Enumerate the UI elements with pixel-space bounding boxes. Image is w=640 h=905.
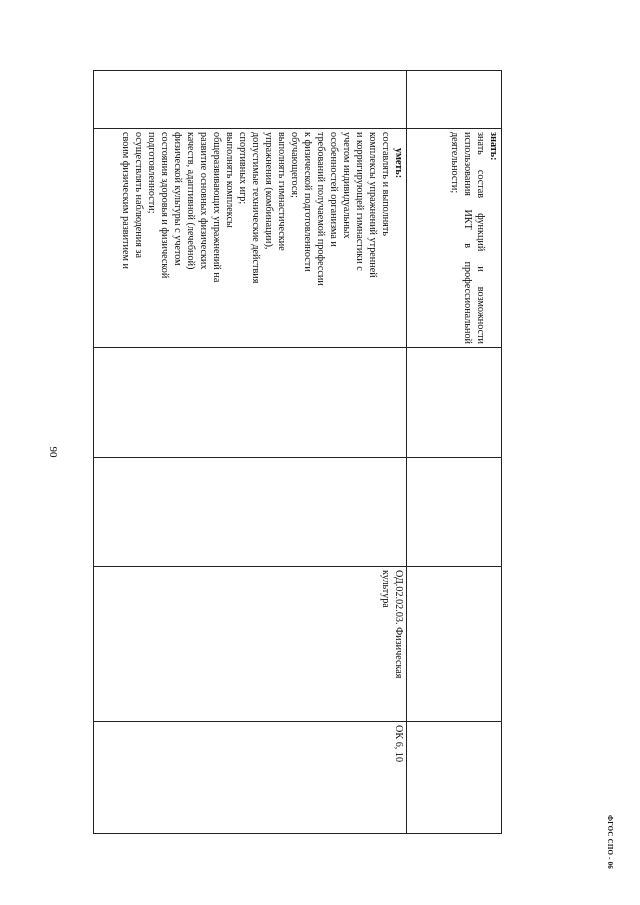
skills-line: комплексы упражнений утренней xyxy=(367,132,378,278)
knowledge-label: знать: xyxy=(488,132,499,161)
skills-line: развитие основных физических xyxy=(198,132,209,270)
skills-line: осуществлять наблюдения за xyxy=(133,132,144,258)
competencies-cell xyxy=(94,722,407,834)
skills-line: физической культуры с учетом xyxy=(172,132,183,266)
skills-line: выполнять комплексы xyxy=(224,132,235,228)
skills-line: обучающегося; xyxy=(289,132,300,198)
skills-line: упражнения (комбинации), xyxy=(263,132,274,250)
skills-line: учетом индивидуальных xyxy=(341,132,352,239)
skills-line: своим физическим развитием и xyxy=(120,132,131,269)
discipline-cell xyxy=(94,567,407,722)
table-row xyxy=(407,71,502,834)
table-cell-empty xyxy=(94,458,407,567)
skills-line: состояния здоровья и физической xyxy=(159,132,170,279)
table-cell-empty xyxy=(407,458,502,567)
table-cell-empty xyxy=(407,348,502,458)
knowledge-text: знать состав функций и возможности использования ИКТ в профессиональной деятельности; xyxy=(449,132,486,344)
skills-line: особенностей организма и xyxy=(328,132,339,247)
curriculum-table xyxy=(93,70,502,834)
skills-line: общеразвивающих упражнений на xyxy=(211,132,222,283)
skills-line: выполнять гимнастические xyxy=(276,132,287,251)
skills-line: составлять и выполнять xyxy=(380,132,391,236)
skills-label: уметь: xyxy=(393,148,404,179)
skills-line: требований получаемой профессии xyxy=(315,132,326,286)
competencies-text: ОК 6, 10 xyxy=(393,725,404,763)
discipline-text: ОД.02.02.03. Физическая культура xyxy=(380,570,404,679)
table-row xyxy=(94,71,407,834)
skills-line: качеств, адаптивной (лечебной) xyxy=(185,132,196,270)
table-cell-empty xyxy=(407,567,502,722)
table-cell-empty xyxy=(94,71,407,129)
skills-line: к физической подготовленности xyxy=(302,132,313,272)
skills-line: подготовленности; xyxy=(146,132,157,214)
skills-line: допустимые технические действия xyxy=(250,132,261,284)
table-cell-empty xyxy=(407,722,502,834)
rotated-table-canvas xyxy=(93,70,502,833)
table-cell-empty xyxy=(94,348,407,458)
skills-cell xyxy=(94,129,407,348)
knowledge-cell xyxy=(407,129,502,348)
table-cell-empty xyxy=(407,71,502,129)
page-number: 90 xyxy=(47,446,59,458)
skills-line: спортивных игр; xyxy=(237,132,248,205)
footer-code: ФГОС СПО - 06 xyxy=(606,814,614,870)
skills-line: и корригирующей гимнастики с xyxy=(354,132,365,271)
curriculum-table-frame xyxy=(93,70,502,833)
